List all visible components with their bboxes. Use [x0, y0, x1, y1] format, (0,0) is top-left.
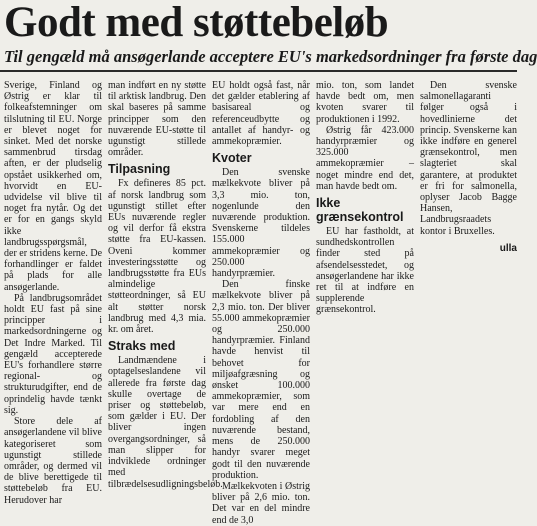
paragraph: mio. ton, som landet havde bedt om, men kvoten svarer til produktionen i 1992. — [316, 80, 414, 125]
section-heading-ikke-graensekontrol: Ikke grænsekontrol — [316, 196, 404, 225]
paragraph: Landmændene i optagelseslandene vil allerede fra første dag skulle overtage de priser og støttebeløb, som gælder i EU. Der bliver ingen overgangsordninger, så man slipper for indviklede ordninger med tilbrædelsesudligningsbeløb. — [108, 355, 223, 490]
paragraph: Den svenske mælkekvote bliver på 3,3 mio. ton, nogenlunde den nuværende produktion. Svenskerne tildeles 155.000 ammekopræmier og 250.000 handyrpræmier. — [212, 167, 310, 280]
column-5 — [420, 80, 517, 404]
paragraph: Den finske mælkekvote bliver på 2,3 mio. ton. Der bliver 55.000 ammekopræmier og 250.000 handyrpræmier. Finland havde henvist til behovet for miljøafgræsning og ønsket 100.000 ammekopræmier, som var mere end en fordobling af den nuværende bestand, mens de 250.000 handyr svarer meget godt til den nuværende produktion. — [212, 279, 310, 481]
paragraph: EU har fastholdt, at sundhedskontrollen finder sted på afsendelsesstedet, og ansøgerlandene har ikke ret til at indføre en supplerende grænsekontrol. — [316, 226, 414, 316]
divider-rule — [0, 70, 517, 72]
column-3 — [212, 80, 310, 526]
section-heading-kvoter: Kvoter — [212, 151, 252, 166]
column-1 — [4, 80, 103, 506]
author-signature: ulla — [499, 242, 517, 254]
paragraph: Den svenske salmonellagaranti følger også i hovedlinierne det princip. Svenskerne kan ikke indføre en generel grænsekontrol, men slagteriet skal garantere, at produktet er fri for salmonella, oplyser Jacob Bagge Hansen, Landbrugsraadets kontor i Bruxelles. — [420, 80, 517, 237]
paragraph: Store dele af ansøgerlandene vil blive kategoriseret som ugunstigt stillede områder, og dermed vil de blive berettigede til støttebeløb fra EU. Herudover har — [4, 416, 102, 506]
paragraph: man indført en ny støtte til arktisk landbrug. Den skal baseres på samme principper som den nuværende EU-støtte til ugunstigt stillede områder. — [108, 80, 206, 159]
paragraph: Fx defineres 85 pct. af norsk landbrug som ugunstigt stillet efter EUs nuværende regler og vil derfor få ekstra støtte fra EU-kassen. Oveni kommer investeringsstøtte og landbrugsstøtte fra EUs almindelige støtteordninger, så EU alt støtter norsk landbrug med 4,3 mia. kr. om året. — [108, 178, 206, 336]
section-heading-straks-med: Straks med — [108, 339, 176, 354]
paragraph: På landbrugsområdet holdt EU fast på sine principper i markedsordningerne og Det Indre Marked. Til gengæld accepterede EU's forhandlere større regional- og strukturudgifter, end de oprindelig havde tænkt sig. — [4, 292, 102, 416]
paragraph: Østrig får 423.000 handyrpræmier og 325.000 ammekopræmier – noget mindre end det, man havde bedt om. — [316, 124, 414, 192]
paragraph: Sverige, Finland og Østrig er klar til folkeafstemninger om tilslutning til EU. Norge er blevet noget for sinket. Med det norske sammenbrud tirsdag aften, er der pludselig opstået usikkerhed om, hvorvidt en EU-udvidelse vil blive til noget fra nytår. Og det er for en gangs skyld ikke landbrugsspørgsmål, der er stridens kerne. De forhandlinger er faldet på plads for alle ansøgerlande. — [4, 80, 103, 293]
paragraph: Mælkekvoten i Østrig bliver på 2,6 mio. ton. Det var en del mindre end de 3,0 — [212, 480, 310, 526]
section-heading-tilpasning: Tilpasning — [108, 162, 171, 177]
column-2 — [108, 80, 223, 490]
paragraph: EU holdt også fast, når det gælder etablering af basisareal og referenceudbytte og antallet af handyr- og ammekopræmier. — [212, 80, 310, 148]
headline: Godt med støttebeløb — [4, 0, 389, 46]
subheadline: Til gengæld må ansøgerlande acceptere EU's markedsordninger fra første dag — [4, 47, 537, 66]
column-4 — [316, 80, 414, 404]
